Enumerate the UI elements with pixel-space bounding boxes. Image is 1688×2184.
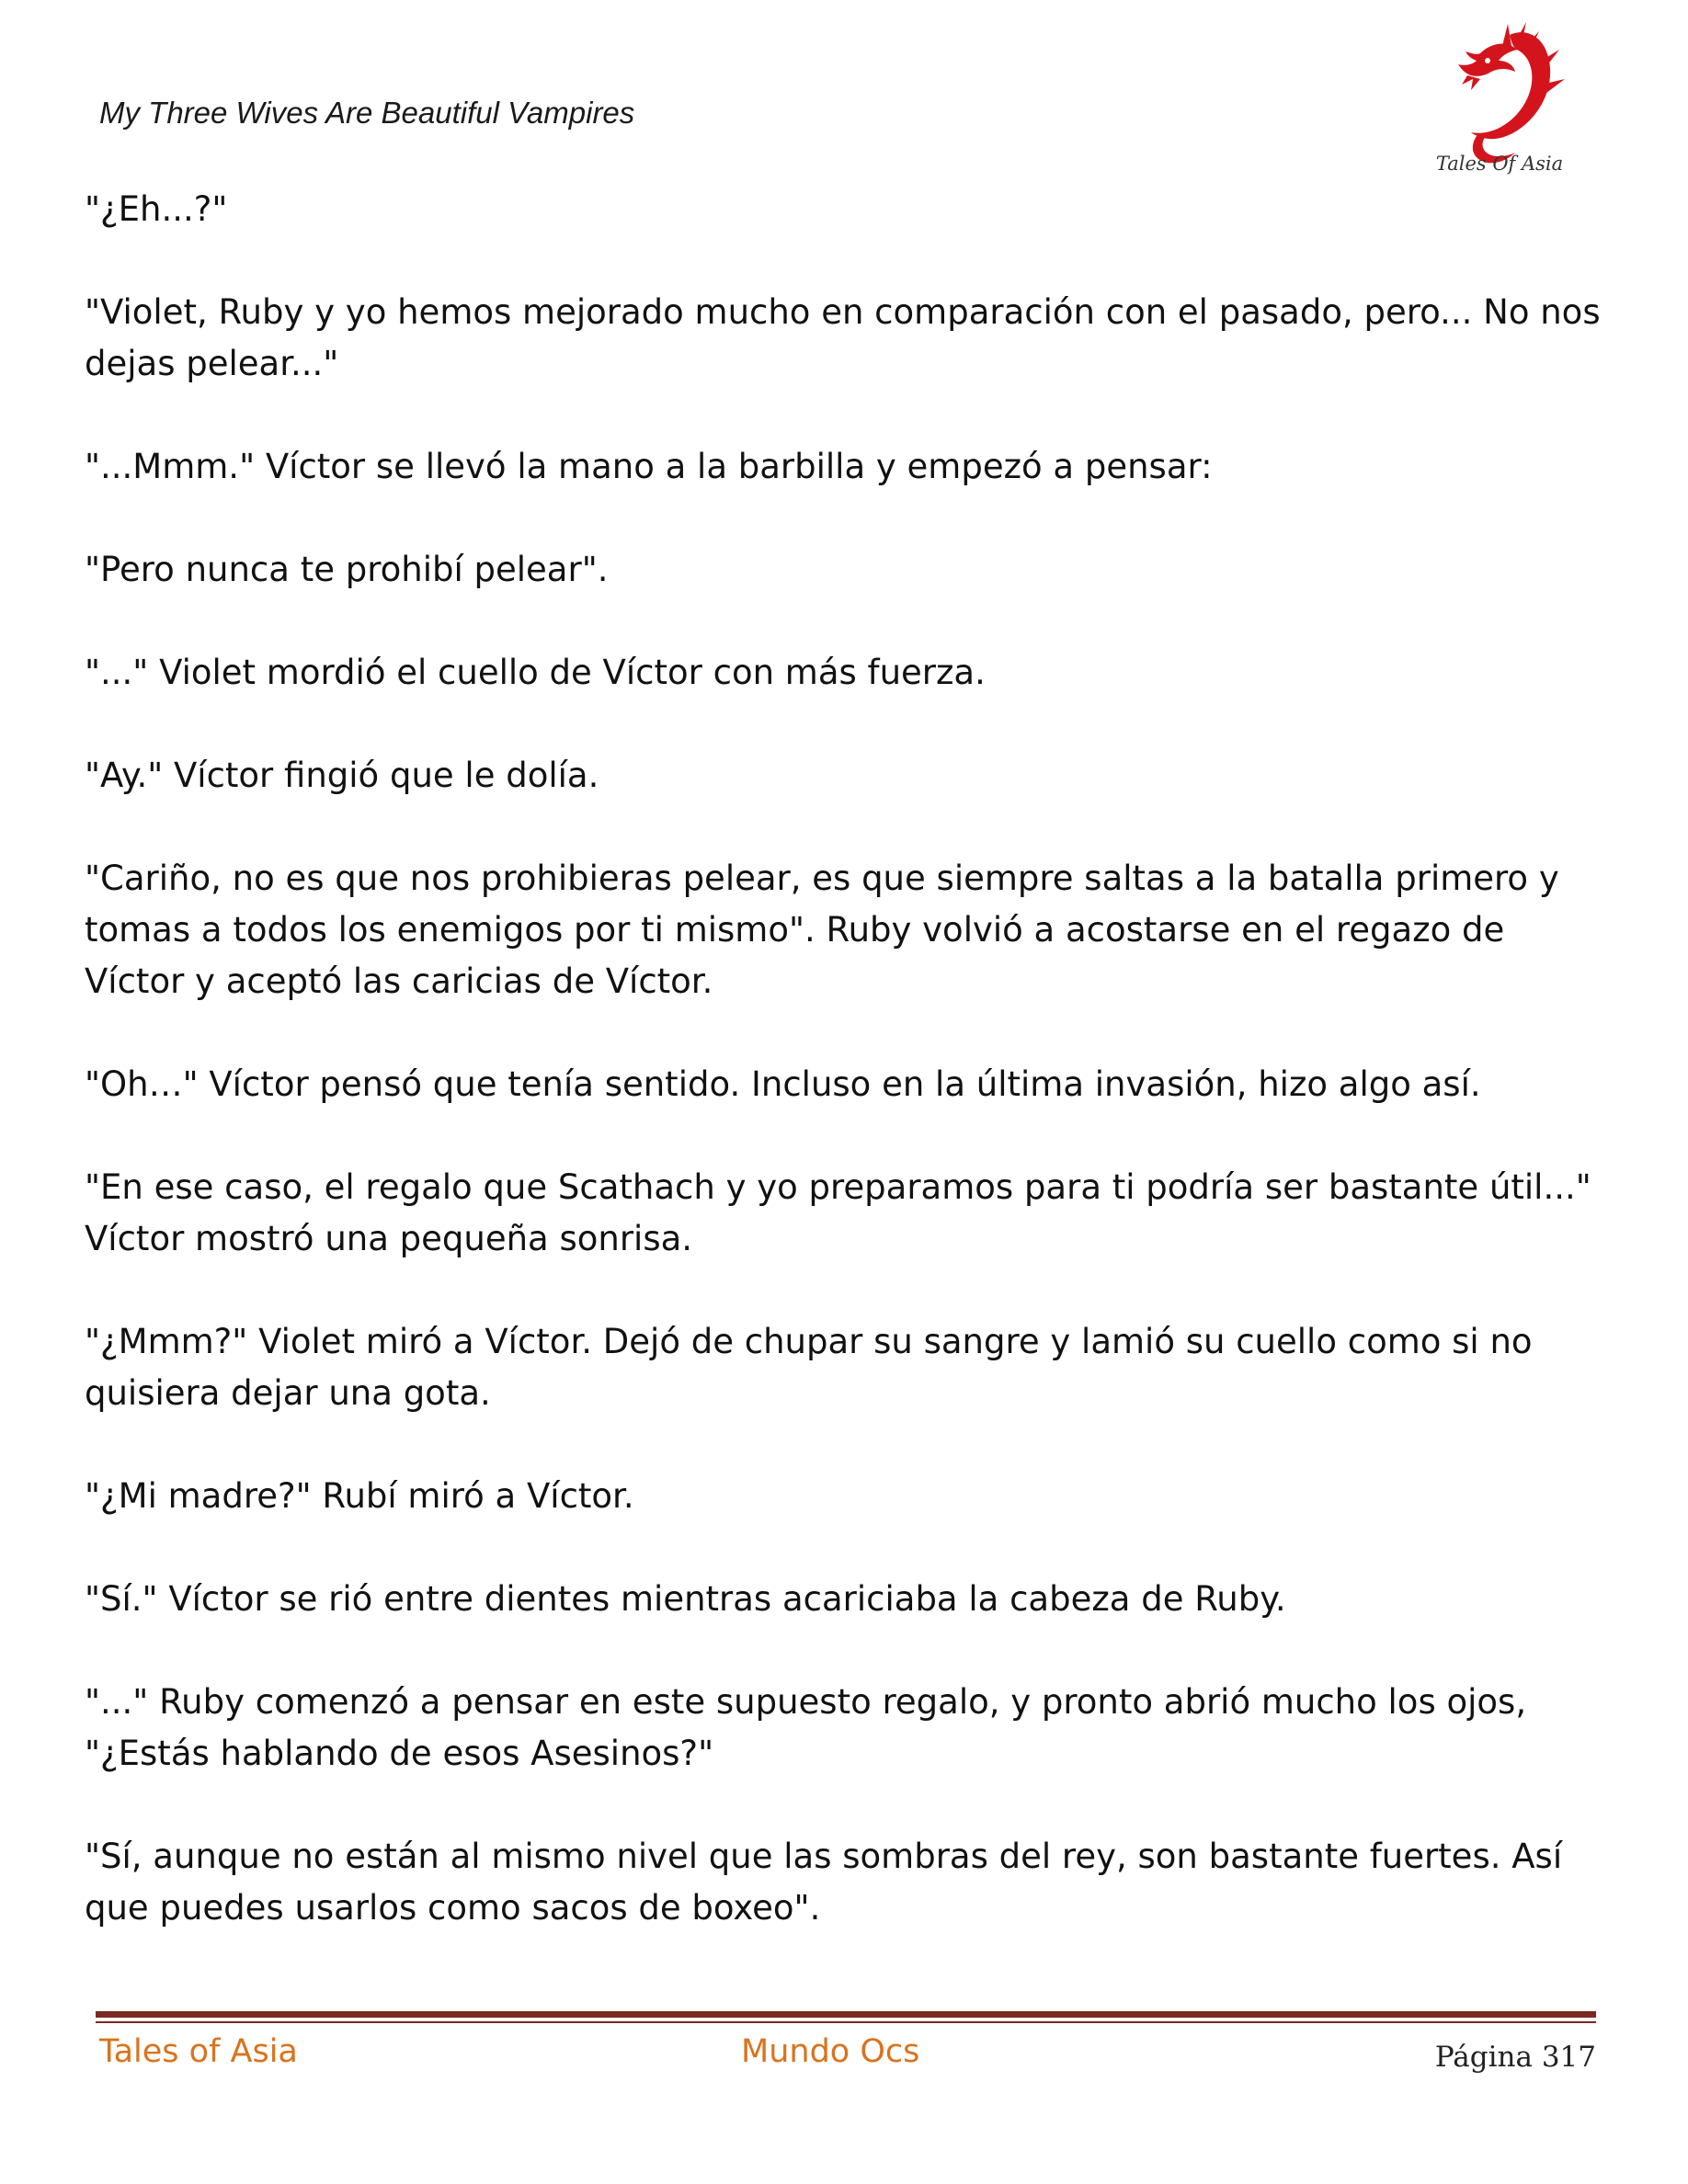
footer-divider	[96, 2011, 1596, 2018]
paragraph: "En ese caso, el regalo que Scathach y yo preparamos para ti podría ser bastante útil..." Víctor mostró una pequeña sonrisa.	[85, 1167, 1591, 1258]
paragraph: "Oh…" Víctor pensó que tenía sentido. Incluso en la última invasión, hizo algo así.	[85, 1064, 1481, 1104]
paragraph: "¿Mi madre?" Rubí miró a Víctor.	[85, 1476, 634, 1516]
paragraph: "¿Mmm?" Violet miró a Víctor. Dejó de chupar su sangre y lamió su cuello como si no quisiera dejar una gota.	[85, 1322, 1533, 1413]
logo-text: Tales Of Asia	[1435, 153, 1564, 175]
paragraph: "Sí, aunque no están al mismo nivel que las sombras del rey, son bastante fuertes. Así que puedes usarlos como sacos de boxeo".	[85, 1837, 1563, 1928]
paragraph: "Violet, Ruby y yo hemos mejorado mucho en comparación con el pasado, pero... No nos dejas pelear..."	[85, 292, 1601, 383]
paragraph: "Ay." Víctor fingió que le dolía.	[85, 756, 599, 795]
paragraph: "Pero nunca te prohibí pelear".	[85, 550, 609, 589]
paragraph: "¿Eh...?"	[85, 189, 228, 229]
paragraph: "...Mmm." Víctor se llevó la mano a la barbilla y empezó a pensar:	[85, 447, 1213, 486]
paragraph: "..." Violet mordió el cuello de Víctor con más fuerza.	[85, 653, 986, 692]
footer-source: Mundo Ocs	[741, 2033, 920, 2070]
footer-divider-thin	[96, 2021, 1596, 2023]
body-text	[85, 184, 1611, 1985]
page-number: Página 317	[1434, 2041, 1596, 2074]
header-title: My Three Wives Are Beautiful Vampires	[99, 96, 635, 130]
paragraph: "..." Ruby comenzó a pensar en este supuesto regalo, y pronto abrió mucho los ojos, "¿Estás hablando de esos Asesinos?"	[85, 1682, 1527, 1773]
paragraph: "Sí." Víctor se rió entre dientes mientras acariciaba la cabeza de Ruby.	[85, 1579, 1286, 1619]
footer-publisher: Tales of Asia	[99, 2033, 298, 2070]
paragraph: "Cariño, no es que nos prohibieras pelear, es que siempre saltas a la batalla primero y tomas a todos los enemigos por ti mismo". Ruby volvió a acostarse en el regazo de Víctor y aceptó las caricias de Víctor.	[85, 859, 1559, 1001]
